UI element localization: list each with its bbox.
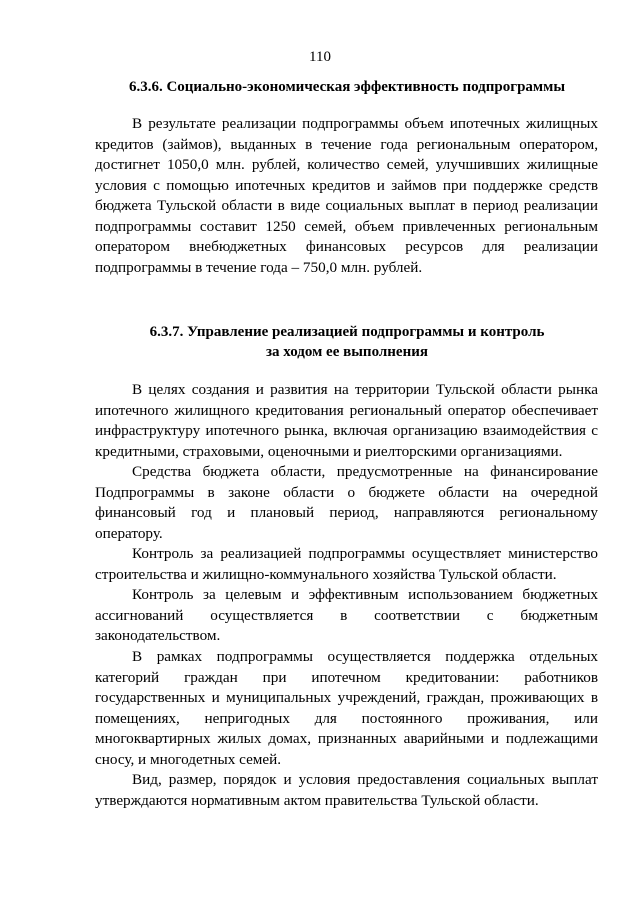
heading-line: за ходом ее выполнения: [266, 344, 428, 360]
text-line: оператором внебюджетных финансовых ресурсов для реализации: [95, 238, 598, 255]
text-line: государственных и муниципальных учреждений, граждан, проживающих в: [95, 689, 598, 706]
paragraph-effectiveness: [95, 114, 598, 278]
text-line: подпрограммы составит 1250 семей, объем привлеченных региональным: [95, 217, 598, 235]
text-line: Контроль за реализацией подпрограммы осуществляет министерство: [132, 545, 598, 562]
text-line: ипотечного жилищного кредитования региональный оператор обеспечивает: [95, 401, 598, 419]
text-line: В результате реализации подпрограммы объем ипотечных жилищных: [132, 115, 598, 132]
text-line: ассигнований осуществляется в соответствии с бюджетным: [95, 606, 598, 624]
text-line: В рамках подпрограммы осуществляется поддержка отдельных: [132, 648, 598, 665]
text-line: Вид, размер, порядок и условия предоставления социальных выплат: [132, 771, 598, 788]
section-heading-6-3-7: [96, 322, 598, 362]
text-line: оператору.: [95, 524, 163, 542]
text-line: финансовый год и плановый период, направляются региональному: [95, 504, 598, 521]
text-line: Контроль за целевым и эффективным использованием бюджетных: [132, 586, 598, 603]
text-line: строительства и жилищно-коммунального хозяйства Тульской области.: [95, 565, 557, 583]
text-line: условия с помощью ипотечных кредитов и займов при поддержке средств: [95, 176, 598, 194]
paragraph-budget-funds: [95, 462, 598, 544]
text-line: инфраструктуру ипотечного рынка, включая организацию взаимодействия с: [95, 422, 598, 439]
heading-line: 6.3.6. Социально-экономическая эффективность подпрограммы: [128, 79, 566, 95]
text-line: Средства бюджета области, предусмотренные на финансирование: [132, 463, 598, 480]
paragraph-market-development: [95, 380, 598, 462]
text-line: бюджета Тульской области в виде социальных выплат в период реализации: [95, 197, 598, 214]
text-line: помещениях, непригодных для постоянного проживания, или: [95, 709, 598, 727]
section-heading-6-3-6: [96, 77, 598, 97]
paragraph-control-ministry: [95, 544, 598, 585]
paragraph-social-payments: [95, 770, 598, 811]
paragraph-support-categories: [95, 647, 598, 770]
text-line: достигнет 1050,0 млн. рублей, количество семей, улучшивших жилищные: [95, 156, 598, 173]
text-line: кредитов (займов), выданных в течение года региональным оператором,: [95, 135, 598, 153]
text-line: Подпрограммы в законе области о бюджете области на очередной: [95, 483, 598, 501]
text-line: кредитными, страховыми, оценочными и риелторскими организациями.: [95, 442, 563, 460]
text-line: законодательством.: [95, 627, 221, 644]
heading-line: 6.3.7. Управление реализацией подпрограммы и контроль: [149, 324, 545, 340]
text-line: сносу, и многодетных семей.: [95, 750, 282, 768]
paragraph-control-budget: [95, 585, 598, 647]
text-line: В целях создания и развития на территории Тульской области рынка: [132, 381, 598, 398]
text-line: утверждаются нормативным актом правительства Тульской области.: [95, 791, 539, 809]
text-line: многоквартирных жилых домах, признанных аварийными и подлежащими: [95, 730, 598, 747]
page-number: 110: [309, 49, 331, 65]
text-line: категорий граждан при ипотечном кредитовании: работников: [95, 668, 598, 686]
text-line: подпрограммы в течение года – 750,0 млн. рублей.: [95, 258, 423, 276]
